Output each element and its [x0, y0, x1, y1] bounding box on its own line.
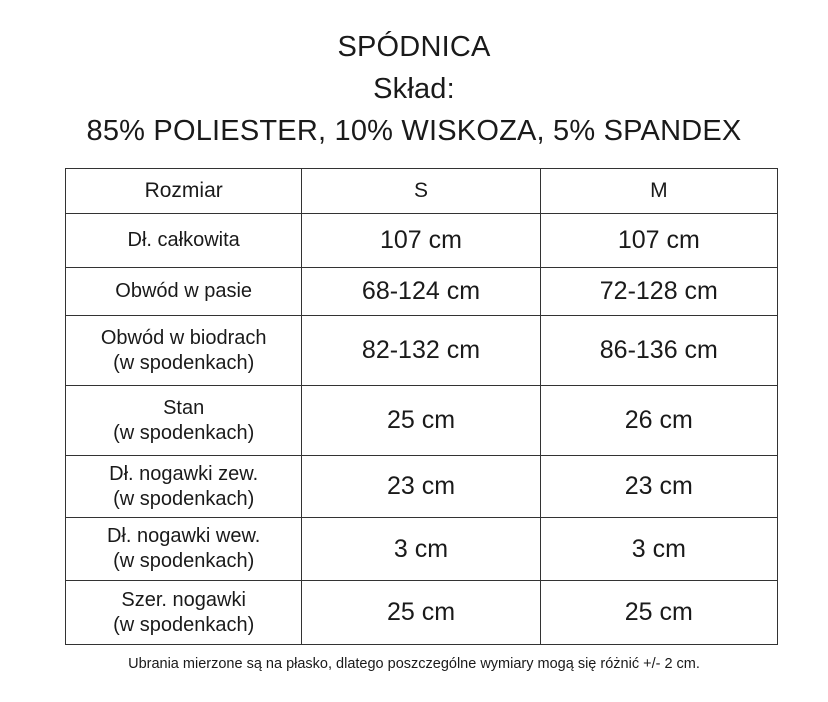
- value-m: 25 cm: [540, 581, 777, 645]
- row-label: [66, 214, 302, 268]
- product-header: [0, 26, 828, 152]
- row-label-subline: (w spodenkach): [113, 613, 255, 636]
- row-label-line: Obwód w biodrach: [100, 326, 267, 349]
- row-label: [66, 518, 302, 581]
- table-row: [66, 456, 778, 518]
- column-header-size: Rozmiar: [66, 169, 302, 214]
- row-label: [66, 581, 302, 645]
- value-m: 26 cm: [540, 386, 777, 456]
- value-m: 23 cm: [540, 456, 777, 518]
- column-header-s: S: [302, 169, 540, 214]
- row-label-subline: (w spodenkach): [113, 550, 255, 572]
- row-label-line: Stan: [163, 396, 205, 419]
- value-s: 107 cm: [302, 214, 540, 268]
- row-label: [66, 456, 302, 518]
- row-label-subline: (w spodenkach): [113, 351, 255, 374]
- measurement-footnote: Ubrania mierzone są na płasko, dlatego poszczególne wymiary mogą się różnić +/- 2 cm.: [128, 656, 700, 672]
- table-header-row: [66, 169, 778, 214]
- table-row: [66, 518, 778, 581]
- row-label-line: Dł. nogawki wew.: [106, 525, 261, 547]
- row-label-subline: (w spodenkach): [113, 487, 255, 510]
- table-row: [66, 316, 778, 386]
- row-label-subline: (w spodenkach): [113, 421, 255, 444]
- row-label-line: Dł. nogawki zew.: [109, 462, 259, 485]
- row-label: [66, 268, 302, 316]
- value-s: 25 cm: [302, 386, 540, 456]
- value-s: 23 cm: [302, 456, 540, 518]
- composition-label: Skład:: [373, 73, 455, 105]
- value-s: 82-132 cm: [302, 316, 540, 386]
- value-m: 86-136 cm: [540, 316, 777, 386]
- row-label-line: Obwód w pasie: [115, 280, 253, 302]
- table-row: [66, 386, 778, 456]
- value-s: 68-124 cm: [302, 268, 540, 316]
- row-label-line: Dł. całkowita: [127, 229, 240, 251]
- row-label-line: Szer. nogawki: [121, 588, 246, 611]
- value-m: 107 cm: [540, 214, 777, 268]
- table-row: [66, 268, 778, 316]
- table-row: [66, 581, 778, 645]
- size-table: [65, 168, 778, 645]
- value-m: 3 cm: [540, 518, 777, 581]
- value-m: 72-128 cm: [540, 268, 777, 316]
- row-label: [66, 316, 302, 386]
- row-label: [66, 386, 302, 456]
- value-s: 25 cm: [302, 581, 540, 645]
- composition-text: 85% POLIESTER, 10% WISKOZA, 5% SPANDEX: [86, 115, 742, 147]
- column-header-m: M: [540, 169, 777, 214]
- product-title: SPÓDNICA: [337, 31, 491, 63]
- table-row: [66, 214, 778, 268]
- value-s: 3 cm: [302, 518, 540, 581]
